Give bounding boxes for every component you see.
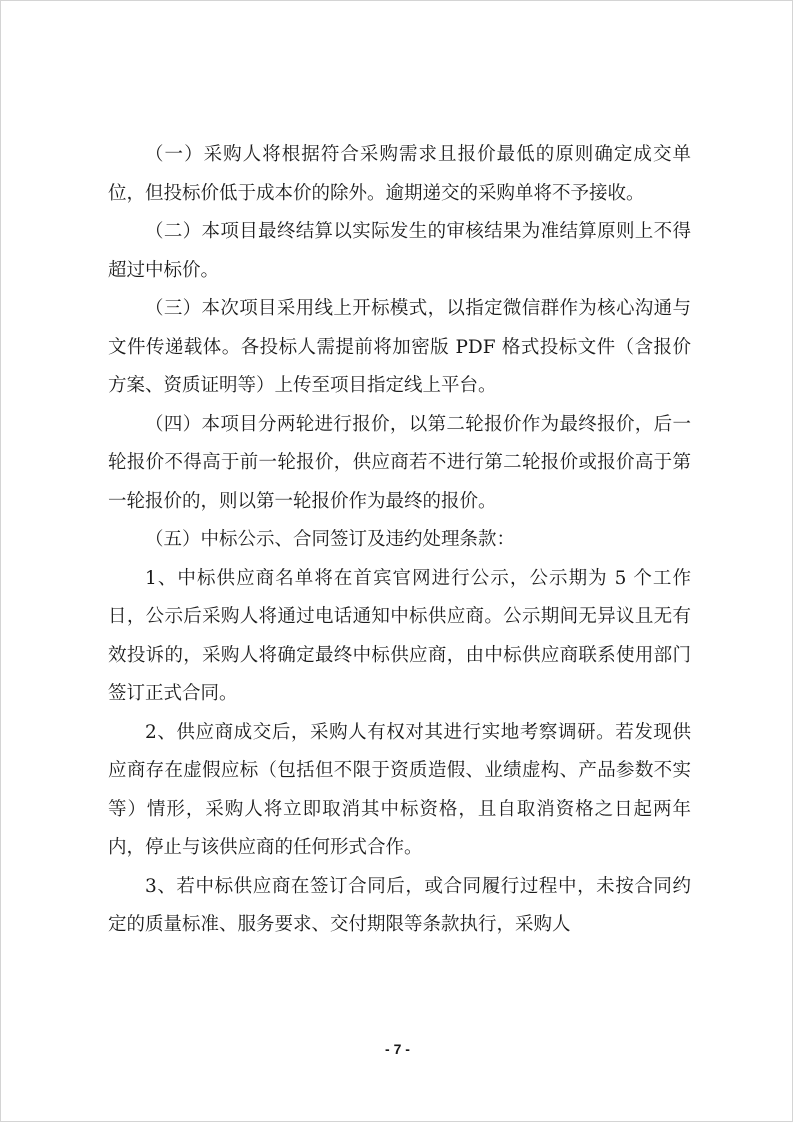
- paragraph-clause-2: （二）本项目最终结算以实际发生的审核结果为准结算原则上不得超过中标价。: [108, 221, 691, 281]
- paragraph-clause-5-heading: （五）中标公示、合同签订及违约处理条款：: [145, 529, 516, 550]
- page-number: - 7 -: [385, 1041, 410, 1057]
- paragraph-item-1: 1、中标供应商名单将在首宾官网进行公示，公示期为 5 个工作日，公示后采购人将通过电话通知中标供应商。公示期间无异议且无有效投诉的，采购人将确定最终中标供应商，由中标供应商联系使用部门签订正式合同。: [108, 567, 691, 704]
- paragraph-clause-4: （四）本项目分两轮进行报价，以第二轮报价作为最终报价，后一轮报价不得高于前一轮报价，供应商若不进行第二轮报价或报价高于第一轮报价的，则以第一轮报价作为最终的报价。: [108, 413, 691, 512]
- paragraph-item-2: 2、供应商成交后，采购人有权对其进行实地考察调研。若发现供应商存在虚假应标（包括但不限于资质造假、业绩虚构、产品参数不实等）情形，采购人将立即取消其中标资格，且自取消资格之日起两年内，停止与该供应商的任何形式合作。: [108, 721, 691, 858]
- paragraph-clause-3: （三）本次项目采用线上开标模式，以指定微信群作为核心沟通与文件传递载体。各投标人需提前将加密版 PDF 格式投标文件（含报价方案、资质证明等）上传至项目指定线上平台。: [108, 298, 691, 396]
- paragraph-clause-1: （一）采购人将根据符合采购需求且报价最低的原则确定成交单位，但投标价低于成本价的除外。逾期递交的采购单将不予接收。: [108, 144, 691, 204]
- document-body: [108, 136, 691, 945]
- paragraph-item-3: 3、若中标供应商在签订合同后，或合同履行过程中，未按合同约定的质量标准、服务要求、交付期限等条款执行，采购人: [108, 875, 691, 935]
